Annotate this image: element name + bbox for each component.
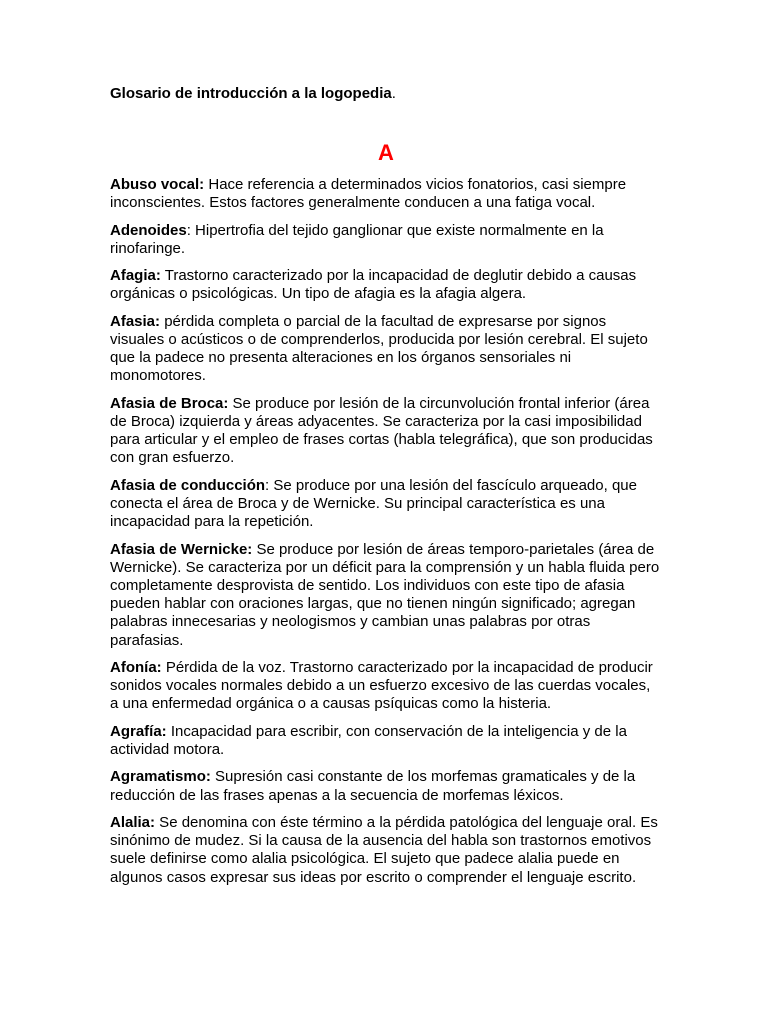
entry-definition: Pérdida de la voz. Trastorno caracterizado por la incapacidad de producir sonidos vocales normales debido a un esfuerzo excesivo de las cuerdas vocales, a una enfermedad orgánica o a causas psíquicas como la histeria. xyxy=(110,658,653,713)
entry-definition: Hace referencia a determinados vicios fonatorios, casi siempre inconscientes. Estos factores generalmente conducen a una fatiga vocal. xyxy=(110,176,627,212)
glossary-entry xyxy=(110,267,662,303)
glossary-entry xyxy=(110,723,662,759)
entry-definition: Se produce por lesión de la circunvolución frontal inferior (área de Broca) izquierda y áreas adyacentes. Se caracteriza por la casi imposibilidad para articular y el empleo de frases cortas (habla telegráfica), que son producidas con gran esfuerzo. xyxy=(110,394,653,467)
entry-term: Afasia de Wernicke: xyxy=(110,540,253,558)
entry-definition: : Se produce por una lesión del fascículo arqueado, que conecta el área de Broca y de Wernicke. Su principal característica es una incapacidad para la repetición. xyxy=(110,476,637,531)
entry-term: Adenoides xyxy=(110,221,187,239)
entry-definition: Incapacidad para escribir, con conservación de la inteligencia y de la actividad motora. xyxy=(110,722,627,758)
entry-term: Afasia de Broca: xyxy=(110,394,229,412)
entry-term: Alalia: xyxy=(110,813,156,831)
document-title-period: . xyxy=(391,85,396,102)
entry-definition: Supresión casi constante de los morfemas gramaticales y de la reducción de las frases apenas a la secuencia de morfemas léxicos. xyxy=(110,768,636,804)
entry-term: Afasia: xyxy=(110,312,161,330)
entry-term: Afasia de conducción xyxy=(110,476,266,494)
glossary-entry xyxy=(110,659,662,714)
entry-definition: pérdida completa o parcial de la facultad de expresarse por signos visuales o acústicos o de comprenderlos, producida por lesión cerebral. El sujeto que la padece no presenta alteraciones en los órganos sensoriales ni monomotores. xyxy=(110,312,648,385)
entry-term: Afagia: xyxy=(110,267,161,285)
section-letter-heading: A xyxy=(378,140,394,165)
glossary-entry xyxy=(110,814,662,887)
entry-term: Afonía: xyxy=(110,658,162,676)
entry-definition: : Hipertrofia del tejido ganglionar que existe normalmente en la rinofaringe. xyxy=(110,221,604,257)
glossary-entry xyxy=(110,222,662,258)
entry-term: Agramatismo: xyxy=(110,768,211,786)
entry-definition: Se produce por lesión de áreas temporo-parietales (área de Wernicke). Se caracteriza por un déficit para la comprensión y un habla fluida pero completamente desprovista de sentido. Los individuos con este tipo de afasia pueden hablar con oraciones largas, que no tienen ningún significado; agregan palabras innecesarias y neologismos y cambian unas palabras por otras parafasias. xyxy=(110,540,660,649)
glossary-entry xyxy=(110,541,662,650)
entry-term: Agrafía: xyxy=(110,722,167,740)
glossary-entry xyxy=(110,176,662,212)
glossary-entries xyxy=(110,176,662,887)
document-title-text: Glosario de introducción a la logopedia xyxy=(110,85,392,102)
entry-definition: Se denomina con éste término a la pérdida patológica del lenguaje oral. Es sinónimo de mudez. Si la causa de la ausencia del habla son trastornos emotivos suele definirse como alalia psicológica. El sujeto que padece alalia puede en algunos casos expresar sus ideas por escrito o comprender el lenguaje escrito. xyxy=(110,813,658,886)
glossary-entry xyxy=(110,477,662,532)
glossary-entry xyxy=(110,313,662,386)
entry-term: Abuso vocal: xyxy=(110,176,205,193)
entry-definition: Trastorno caracterizado por la incapacidad de deglutir debido a causas orgánicas o psicológicas. Un tipo de afagia es la afagia algera. xyxy=(110,267,637,303)
document-title xyxy=(110,85,662,103)
glossary-entry xyxy=(110,395,662,468)
glossary-entry xyxy=(110,768,662,804)
document-page xyxy=(110,85,662,896)
